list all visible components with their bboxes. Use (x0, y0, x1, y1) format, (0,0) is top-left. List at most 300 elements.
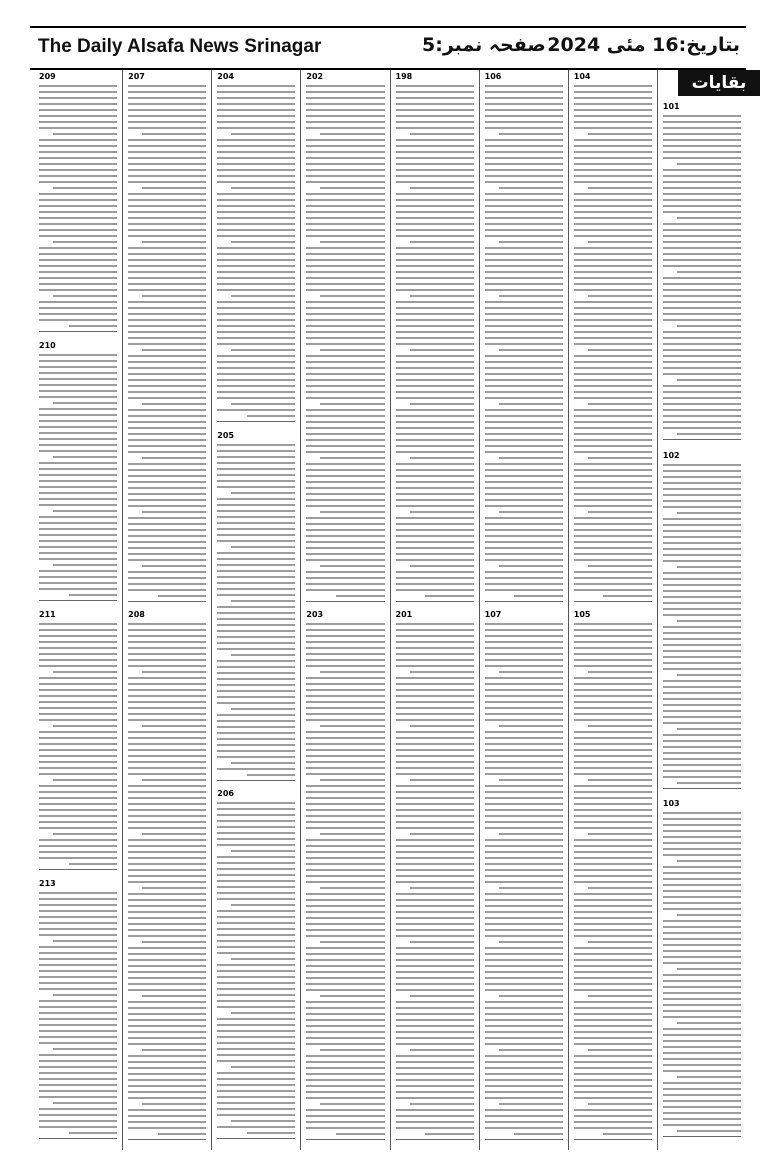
text-line (574, 1115, 652, 1117)
text-line (396, 1001, 474, 1003)
text-line (396, 589, 474, 591)
text-line (485, 517, 563, 519)
text-line (663, 764, 741, 766)
text-line (574, 689, 652, 691)
text-line (396, 259, 474, 261)
text-line (320, 133, 384, 135)
text-line (39, 217, 117, 219)
text-line (396, 923, 474, 925)
text-line (231, 295, 295, 297)
text-line (128, 851, 206, 853)
text-line (306, 827, 384, 829)
text-line (128, 553, 206, 555)
text-line (39, 426, 117, 428)
text-line (396, 313, 474, 315)
text-line (128, 361, 206, 363)
article-divider (396, 1139, 474, 1140)
text-line (217, 85, 295, 87)
text-line (663, 818, 741, 820)
text-line (485, 791, 563, 793)
text-line (485, 541, 563, 543)
text-line (663, 992, 741, 994)
text-line (485, 529, 563, 531)
text-line (306, 547, 384, 549)
text-line (574, 421, 652, 423)
text-line (396, 623, 474, 625)
text-line (128, 1037, 206, 1039)
text-line (217, 265, 295, 267)
text-line (217, 988, 295, 990)
text-line (217, 235, 295, 237)
text-line (39, 157, 117, 159)
text-line (39, 378, 117, 380)
text-line (320, 457, 384, 459)
text-line (663, 824, 741, 826)
text-line (128, 289, 206, 291)
text-line (410, 187, 474, 189)
text-line (128, 235, 206, 237)
text-line (396, 253, 474, 255)
text-line (217, 253, 295, 255)
text-line (128, 773, 206, 775)
text-line (396, 863, 474, 865)
text-line (128, 265, 206, 267)
text-column (34, 70, 122, 1150)
text-line (128, 953, 206, 955)
text-line (396, 361, 474, 363)
text-line (306, 881, 384, 883)
article-divider (663, 788, 741, 789)
text-line (396, 815, 474, 817)
text-line (217, 259, 295, 261)
text-line (39, 223, 117, 225)
text-line (128, 707, 206, 709)
article-divider (39, 869, 117, 870)
text-line (485, 385, 563, 387)
text-line (217, 223, 295, 225)
text-line (663, 776, 741, 778)
text-line (485, 559, 563, 561)
text-line (574, 169, 652, 171)
text-line (128, 391, 206, 393)
text-line (396, 247, 474, 249)
text-line (663, 578, 741, 580)
text-line (217, 1114, 295, 1116)
text-line (306, 1121, 384, 1123)
text-line (677, 674, 741, 676)
text-line (485, 583, 563, 585)
text-line (485, 1097, 563, 1099)
text-line (231, 600, 295, 602)
text-line (128, 175, 206, 177)
text-line (396, 463, 474, 465)
text-line (485, 803, 563, 805)
text-line (306, 677, 384, 679)
text-line (217, 946, 295, 948)
text-line (217, 898, 295, 900)
text-line (217, 516, 295, 518)
text-line (396, 809, 474, 811)
text-line (485, 923, 563, 925)
text-line (39, 91, 117, 93)
text-line (39, 851, 117, 853)
text-line (217, 570, 295, 572)
masthead (30, 26, 746, 70)
text-line (574, 271, 652, 273)
text-line (396, 971, 474, 973)
text-line (306, 1115, 384, 1117)
text-line (396, 773, 474, 775)
text-line (39, 946, 117, 948)
text-line (396, 905, 474, 907)
text-line (128, 505, 206, 507)
text-line (396, 707, 474, 709)
text-line (39, 528, 117, 530)
text-line (39, 265, 117, 267)
text-line (217, 952, 295, 954)
text-line (306, 127, 384, 129)
text-line (39, 701, 117, 703)
text-line (574, 571, 652, 573)
text-line (217, 582, 295, 584)
text-line (320, 887, 384, 889)
text-line (306, 421, 384, 423)
text-line (485, 571, 563, 573)
text-line (39, 1030, 117, 1032)
text-line (663, 812, 741, 814)
text-line (217, 1000, 295, 1002)
text-line (663, 542, 741, 544)
text-line (588, 833, 652, 835)
text-line (574, 695, 652, 697)
text-line (39, 277, 117, 279)
text-line (485, 91, 563, 93)
text-line (663, 133, 741, 135)
text-line (217, 612, 295, 614)
text-line (485, 749, 563, 751)
text-line (396, 881, 474, 883)
text-line (39, 761, 117, 763)
text-line (53, 241, 117, 243)
text-line (128, 127, 206, 129)
text-line (396, 277, 474, 279)
text-line (485, 553, 563, 555)
text-line (231, 1012, 295, 1014)
text-line (663, 181, 741, 183)
text-line (485, 989, 563, 991)
text-line (217, 391, 295, 393)
text-line (663, 680, 741, 682)
text-line (39, 115, 117, 117)
text-line (485, 1019, 563, 1021)
text-line (396, 445, 474, 447)
text-line (39, 522, 117, 524)
text-line (396, 319, 474, 321)
text-line (39, 468, 117, 470)
text-line (39, 504, 117, 506)
text-line (574, 1001, 652, 1003)
text-line (485, 301, 563, 303)
text-line (306, 97, 384, 99)
text-line (663, 536, 741, 538)
text-line (574, 415, 652, 417)
text-line (663, 926, 741, 928)
text-line (574, 361, 652, 363)
text-line (217, 199, 295, 201)
text-line (231, 133, 295, 135)
text-line (663, 175, 741, 177)
text-line (663, 289, 741, 291)
text-line (574, 343, 652, 345)
text-line (128, 893, 206, 895)
text-line (39, 438, 117, 440)
text-line (217, 498, 295, 500)
text-line (663, 596, 741, 598)
text-line (306, 851, 384, 853)
text-line (396, 1073, 474, 1075)
text-line (663, 199, 741, 201)
text-line (39, 988, 117, 990)
text-line (663, 1004, 741, 1006)
text-line (396, 535, 474, 537)
text-line (53, 133, 117, 135)
text-line (663, 698, 741, 700)
text-line (485, 689, 563, 691)
text-line (485, 397, 563, 399)
text-line (574, 427, 652, 429)
text-line (396, 947, 474, 949)
text-line (396, 283, 474, 285)
text-line (39, 414, 117, 416)
text-line (485, 1115, 563, 1117)
text-line (663, 848, 741, 850)
text-line (39, 749, 117, 751)
text-line (485, 773, 563, 775)
text-line (410, 995, 474, 997)
text-line (574, 1079, 652, 1081)
text-line (306, 743, 384, 745)
text-line (485, 313, 563, 315)
text-line (485, 547, 563, 549)
text-line (306, 493, 384, 495)
text-line (410, 1049, 474, 1051)
text-line (574, 821, 652, 823)
page-number: صفحہ نمبر:5 (422, 34, 546, 56)
text-line (128, 785, 206, 787)
text-line (39, 319, 117, 321)
text-line (574, 439, 652, 441)
text-column (568, 70, 657, 1150)
text-line (128, 989, 206, 991)
text-line (320, 1103, 384, 1105)
text-line (499, 833, 563, 835)
text-line (574, 211, 652, 213)
text-line (306, 145, 384, 147)
text-line (39, 707, 117, 709)
text-line (128, 445, 206, 447)
text-line (217, 868, 295, 870)
text-line (677, 968, 741, 970)
text-line (128, 151, 206, 153)
text-line (128, 1073, 206, 1075)
text-line (128, 475, 206, 477)
text-line (485, 217, 563, 219)
text-line (217, 283, 295, 285)
text-line (663, 253, 741, 255)
text-line (574, 559, 652, 561)
text-line (485, 755, 563, 757)
text-line (663, 301, 741, 303)
text-line (574, 851, 652, 853)
text-line (39, 1060, 117, 1062)
text-line (663, 313, 741, 315)
text-line (485, 103, 563, 105)
text-line (217, 970, 295, 972)
text-line (396, 199, 474, 201)
text-line (306, 313, 384, 315)
text-line (217, 588, 295, 590)
text-line (485, 205, 563, 207)
text-line (39, 904, 117, 906)
text-line (320, 565, 384, 567)
text-line (39, 313, 117, 315)
text-line (485, 271, 563, 273)
text-line (128, 85, 206, 87)
text-line (499, 349, 563, 351)
text-line (663, 950, 741, 952)
text-line (217, 606, 295, 608)
text-line (39, 175, 117, 177)
text-line (485, 289, 563, 291)
text-line (663, 944, 741, 946)
text-line (485, 1007, 563, 1009)
text-line (663, 920, 741, 922)
text-line (306, 103, 384, 105)
text-line (39, 1006, 117, 1008)
text-line (663, 746, 741, 748)
text-line (128, 641, 206, 643)
text-line (663, 896, 741, 898)
text-line (396, 1091, 474, 1093)
text-line (485, 235, 563, 237)
text-line (306, 803, 384, 805)
text-line (217, 702, 295, 704)
text-line (663, 1064, 741, 1066)
text-line (128, 121, 206, 123)
text-line (69, 863, 117, 865)
text-line (485, 247, 563, 249)
text-line (485, 451, 563, 453)
text-line (499, 565, 563, 567)
text-line (306, 355, 384, 357)
text-line (39, 713, 117, 715)
text-line (663, 584, 741, 586)
text-line (128, 713, 206, 715)
text-line (574, 583, 652, 585)
text-line (39, 809, 117, 811)
text-line (485, 965, 563, 967)
text-line (485, 713, 563, 715)
text-line (574, 701, 652, 703)
text-line (217, 181, 295, 183)
text-line (663, 770, 741, 772)
text-line (217, 756, 295, 758)
text-line (306, 791, 384, 793)
text-line (39, 797, 117, 799)
text-line (217, 510, 295, 512)
text-line (39, 408, 117, 410)
text-line (574, 1127, 652, 1129)
text-line (574, 683, 652, 685)
text-line (485, 977, 563, 979)
text-line (39, 803, 117, 805)
text-line (574, 1097, 652, 1099)
text-line (306, 559, 384, 561)
text-line (574, 325, 652, 327)
text-line (663, 1016, 741, 1018)
text-line (306, 701, 384, 703)
text-line (574, 965, 652, 967)
text-line (306, 893, 384, 895)
text-line (142, 941, 206, 943)
text-line (142, 779, 206, 781)
text-line (39, 629, 117, 631)
text-line (128, 755, 206, 757)
text-line (128, 91, 206, 93)
text-line (574, 713, 652, 715)
text-line (306, 397, 384, 399)
text-line (588, 887, 652, 889)
text-line (128, 899, 206, 901)
text-line (663, 427, 741, 429)
text-line (485, 851, 563, 853)
text-line (231, 492, 295, 494)
text-line (306, 629, 384, 631)
text-line (217, 277, 295, 279)
text-line (306, 373, 384, 375)
text-line (485, 109, 563, 111)
text-line (217, 1042, 295, 1044)
text-line (128, 325, 206, 327)
text-line (396, 1061, 474, 1063)
text-line (306, 229, 384, 231)
text-line (128, 247, 206, 249)
text-line (217, 714, 295, 716)
text-line (306, 343, 384, 345)
text-line (217, 844, 295, 846)
text-line (663, 277, 741, 279)
text-line (128, 1085, 206, 1087)
text-line (320, 671, 384, 673)
text-line (39, 731, 117, 733)
text-line (410, 565, 474, 567)
text-line (217, 355, 295, 357)
text-line (39, 576, 117, 578)
text-line (396, 935, 474, 937)
text-line (574, 983, 652, 985)
text-line (128, 935, 206, 937)
text-line (128, 689, 206, 691)
text-line (336, 595, 384, 597)
text-line (574, 1109, 652, 1111)
text-line (306, 623, 384, 625)
text-line (396, 355, 474, 357)
text-line (217, 832, 295, 834)
text-line (306, 641, 384, 643)
text-line (485, 875, 563, 877)
text-line (396, 1097, 474, 1099)
text-line (663, 476, 741, 478)
